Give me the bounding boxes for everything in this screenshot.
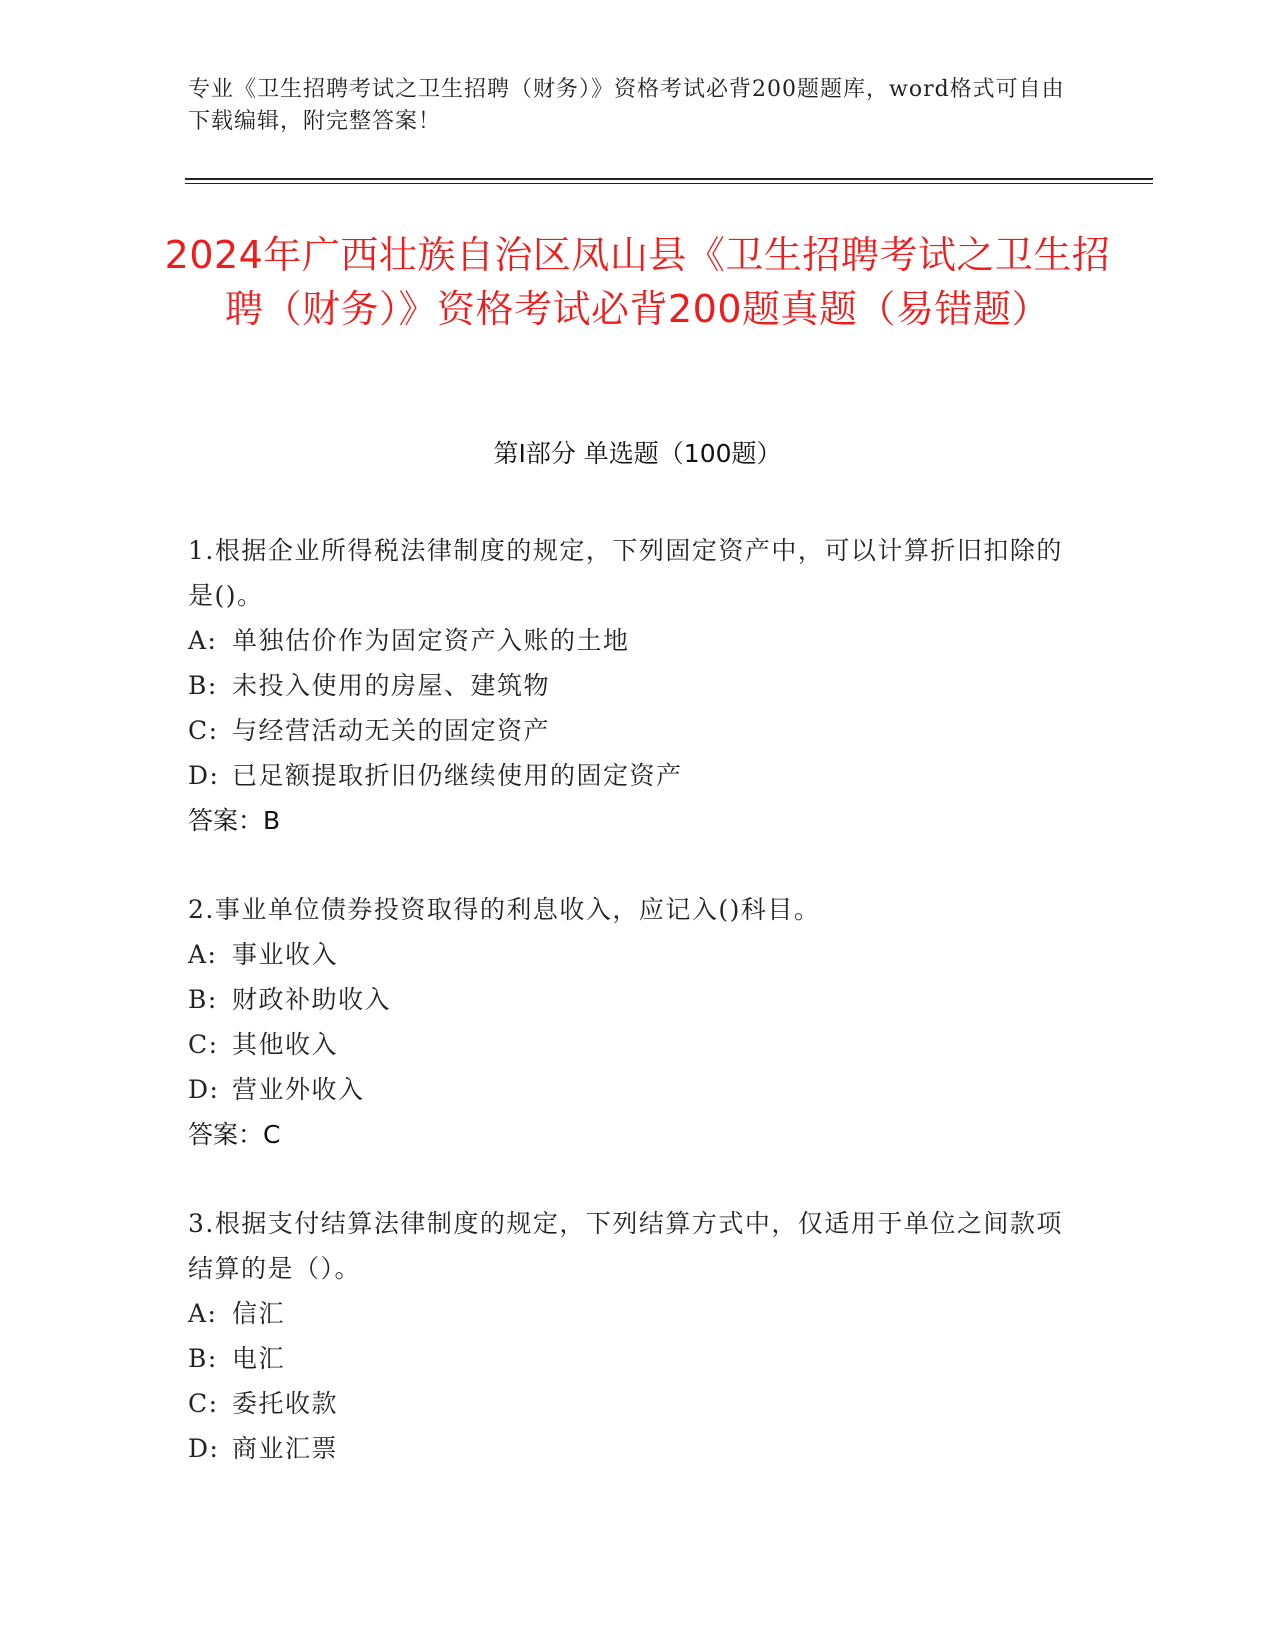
option-c xyxy=(188,708,1068,753)
question-1 xyxy=(188,528,1068,843)
option-key: D: xyxy=(188,1075,220,1104)
option-key: B: xyxy=(188,1344,218,1373)
option-b xyxy=(188,1336,1068,1381)
question-3 xyxy=(188,1201,1068,1471)
option-key: B: xyxy=(188,671,218,700)
header-divider-thin xyxy=(185,183,1153,184)
option-b xyxy=(188,977,1068,1022)
option-text: 已足额提取折旧仍继续使用的固定资产 xyxy=(232,761,683,790)
question-list xyxy=(188,528,1068,1515)
option-a xyxy=(188,618,1068,663)
option-a xyxy=(188,932,1068,977)
option-b xyxy=(188,663,1068,708)
section-title: 第Ⅰ部分 单选题（100题） xyxy=(493,439,782,468)
option-text: 未投入使用的房屋、建筑物 xyxy=(232,671,551,700)
option-key: C: xyxy=(188,1389,219,1418)
option-text: 信汇 xyxy=(232,1299,286,1328)
option-key: C: xyxy=(188,1030,219,1059)
option-a xyxy=(188,1291,1068,1336)
option-text: 委托收款 xyxy=(232,1389,339,1418)
option-d xyxy=(188,1067,1068,1112)
option-text: 财政补助收入 xyxy=(232,985,392,1014)
option-d xyxy=(188,1426,1068,1471)
option-key: A: xyxy=(188,1299,218,1328)
option-text: 单独估价作为固定资产入账的土地 xyxy=(232,626,630,655)
question-stem: 1.根据企业所得税法律制度的规定，下列固定资产中，可以计算折旧扣除的是()。 xyxy=(188,536,1063,610)
header-note: 专业《卫生招聘考试之卫生招聘（财务）》资格考试必背200题题库，word格式可自由下载编辑，附完整答案！ xyxy=(188,77,1065,134)
option-key: B: xyxy=(188,985,218,1014)
answer: 答案：B xyxy=(188,806,281,835)
option-key: C: xyxy=(188,716,219,745)
option-text: 与经营活动无关的固定资产 xyxy=(232,716,551,745)
option-text: 事业收入 xyxy=(232,940,339,969)
question-stem: 2.事业单位债券投资取得的利息收入，应记入()科目。 xyxy=(188,895,821,924)
option-text: 电汇 xyxy=(232,1344,286,1373)
option-key: A: xyxy=(188,626,218,655)
question-stem: 3.根据支付结算法律制度的规定，下列结算方式中，仅适用于单位之间款项结算的是（）。 xyxy=(188,1209,1063,1283)
option-key: D: xyxy=(188,761,220,790)
option-c xyxy=(188,1022,1068,1067)
option-text: 营业外收入 xyxy=(232,1075,365,1104)
option-text: 商业汇票 xyxy=(232,1434,339,1463)
question-2 xyxy=(188,887,1068,1157)
option-text: 其他收入 xyxy=(232,1030,339,1059)
answer: 答案：C xyxy=(188,1120,281,1149)
option-d xyxy=(188,753,1068,798)
document-title: 2024年广西壮族自治区凤山县《卫生招聘考试之卫生招聘（财务）》资格考试必背200题真题（易错题） xyxy=(164,233,1111,331)
option-key: D: xyxy=(188,1434,220,1463)
option-key: A: xyxy=(188,940,218,969)
header-divider-thick xyxy=(185,178,1153,180)
option-c xyxy=(188,1381,1068,1426)
